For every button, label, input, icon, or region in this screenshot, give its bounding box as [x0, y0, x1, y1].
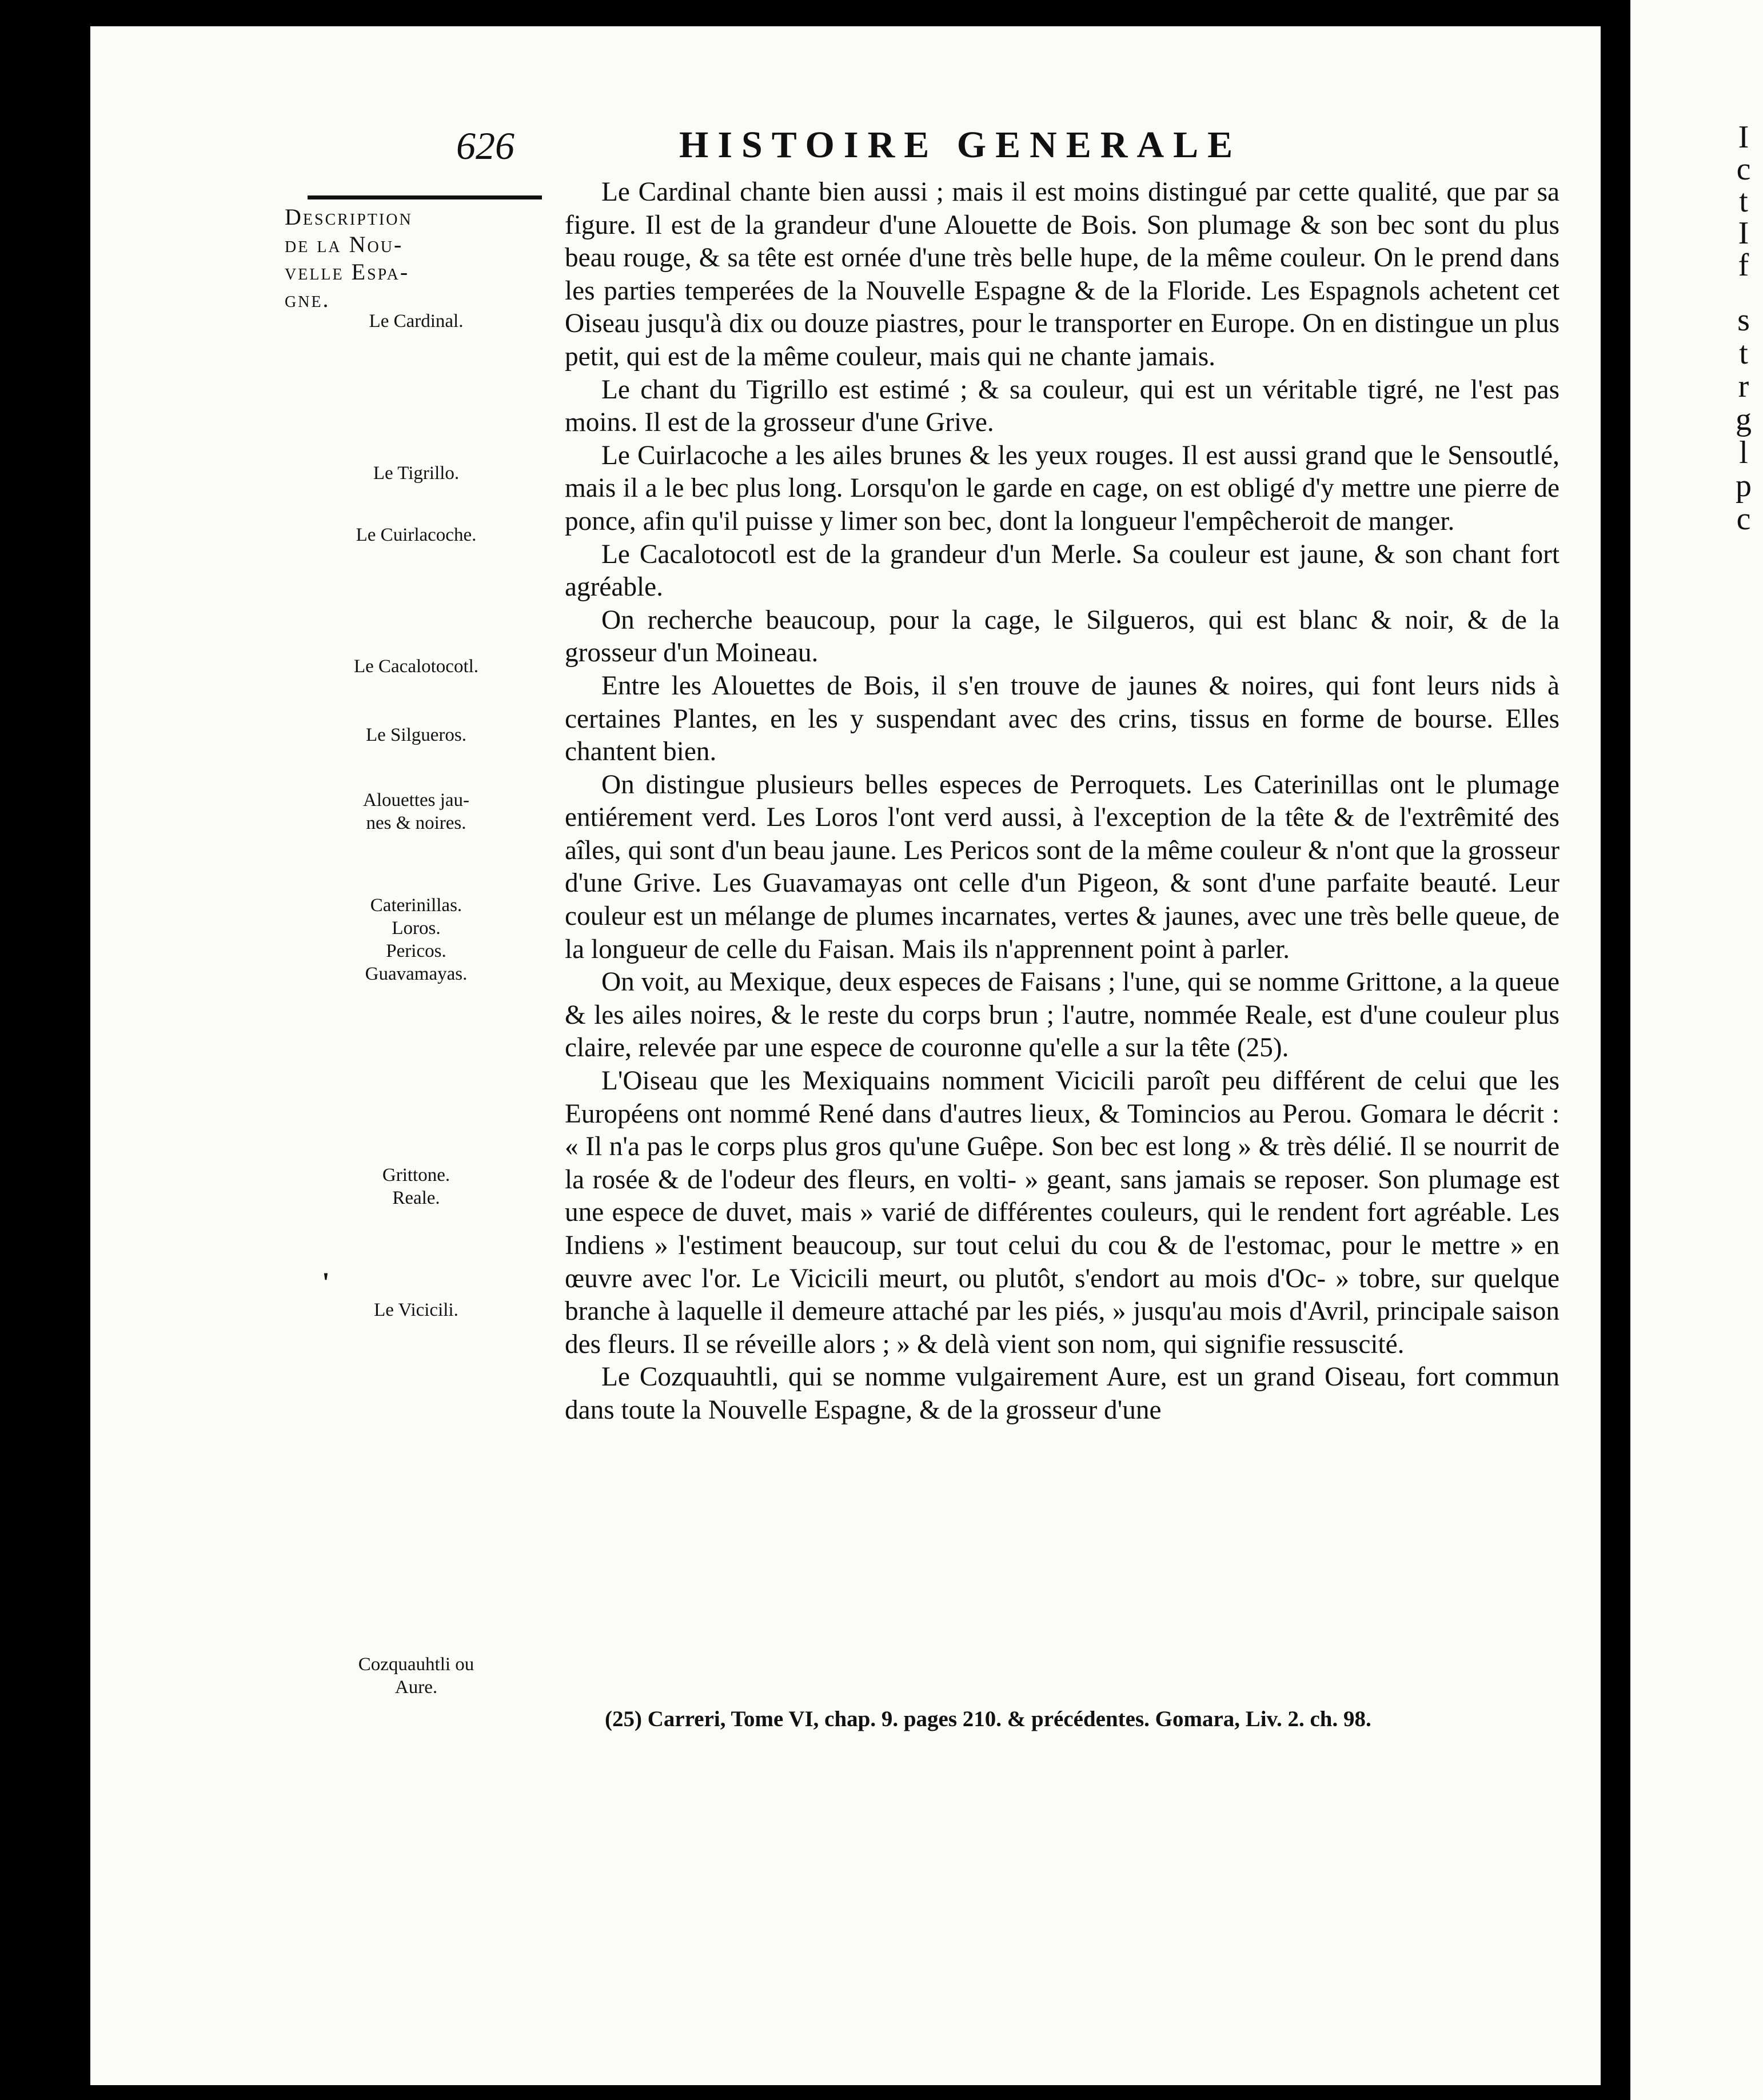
running-head: HISTOIRE GENERALE: [679, 124, 1242, 166]
margin-note-line: Alouettes jau-: [362, 790, 470, 811]
margin-note-line: de la Nou-: [285, 231, 404, 257]
margin-note-section: [285, 203, 456, 313]
margin-note-line: velle Espa-: [285, 259, 410, 285]
paragraph-silgueros: On recherche beaucoup, pour la cage, le Silgueros, qui est blanc & noir, & de la grosseur d'un Moineau.: [565, 605, 1559, 668]
page-header: [90, 123, 1601, 175]
paragraph-vicicili: L'Oiseau que les Mexiquains nomment Vicicili paroît peu différent de celui que les Européens ont nommé René dans d'autres lieux, & Tomincios au Perou. Gomara le décrit : « Il n'a pas le corps plus gros qu'une Guêpe. Son bec est long » & très délié. Il se nourrit de la rosée & de l'odeur des fleurs, en volti- » geant, sans jamais se reposer. Son plumage est une espece de duvet, mais » varié de différentes couleurs, qui le rendent fort agréable. Les Indiens » l'estiment beaucoup, sur tout celui du cou & de l'estomac, pour le mettre » en œuvre avec l'or. Le Vicicili meurt, ou plutôt, s'endort au mois d'Oc- » tobre, sur quelque branche à laquelle il demeure attaché par les piés, » jusqu'au mois d'Avril, principale saison des fleurs. Il se réveille alors ; » & delà vient son nom, qui signifie ressuscité.: [565, 1066, 1559, 1359]
margin-rule: [308, 195, 542, 199]
paragraph-perroquets: On distingue plusieurs belles especes de Perroquets. Les Caterinillas ont le plumage entiérement verd. Les Loros l'ont verd aussi, à l'exception de la tête & de l'extrêmité des aîles, qui sont d'un beau jaune. Les Pericos sont de la même couleur & n'ont que la grosseur d'une Grive. Les Guavamayas ont celle d'un Pigeon, & sont d'une parfaite beauté. Leur couleur est un mélange de plumes incarnates, vertes & jaunes, avec une très belle queue, de la longueur de celle du Faisan. Mais ils n'apprennent point à parler.: [565, 769, 1559, 964]
next-page-edge: [1630, 0, 1763, 2100]
footnote: (25) Carreri, Tome VI, chap. 9. pages 210. & précédentes. Gomara, Liv. 2. ch. 98.: [605, 1707, 1371, 1731]
book-page: [90, 26, 1601, 2085]
edge-glyph: r: [1738, 369, 1749, 404]
margin-note-cardinal: Le Cardinal.: [369, 311, 464, 332]
margin-note-line: Loros.: [392, 918, 441, 939]
paragraph-cardinal: Le Cardinal chante bien aussi ; mais il est moins distingué par cette qualité, que par sa figure. Il est de la grandeur d'une Alouette de Bois. Son plumage & son bec sont du plus beau rouge, & sa tête est ornée d'une très belle hupe, de la même couleur. On le prend dans les parties temperées de la Nouvelle Espagne & de la Floride. Les Espagnols achetent cet Oiseau jusqu'à dix ou douze piastres, pour le transporter en Europe. On en distingue un plus petit, qui est de la même couleur, mais qui ne chante jamais.: [565, 177, 1559, 372]
margin-note-line: Caterinillas.: [370, 895, 462, 916]
page-number: 626: [456, 124, 514, 167]
margin-note-line: Guavamayas.: [365, 964, 468, 984]
margin-note-line: Cozquauhtli ou: [358, 1654, 474, 1675]
margin-note-line: Reale.: [392, 1188, 440, 1208]
margin-note-line: Description: [285, 204, 413, 230]
margin-note-silgueros: Le Silgueros.: [366, 725, 466, 745]
paragraph-tigrillo: Le chant du Tigrillo est estimé ; & sa couleur, qui est un véritable tigré, ne l'est pas moins. Il est de la grosseur d'une Grive.: [565, 374, 1559, 438]
paragraph-faisans: On voit, au Mexique, deux especes de Faisans ; l'une, qui se nomme Grittone, a la queue & les ailes noires, & le reste du corps brun ; l'autre, nommée Reale, est d'une couleur plus claire, relevée par une espece de couronne qu'elle a sur la tête (25).: [565, 967, 1559, 1063]
paragraph-cuirlacoche: Le Cuirlacoche a les ailes brunes & les yeux rouges. Il est aussi grand que le Sensoutlé, mais il a le bec plus long. Lorsqu'on le garde en cage, on est obligé d'y mettre une pierre de ponce, afin qu'il puisse y limer son bec, dont la longueur l'empêcheroit de manger.: [565, 440, 1559, 536]
edge-glyph: s: [1737, 302, 1750, 338]
edge-glyph: p: [1736, 468, 1752, 504]
edge-glyph: l: [1739, 435, 1748, 470]
paragraph-alouettes: Entre les Alouettes de Bois, il s'en trouve de jaunes & noires, qui font leurs nids à certaines Plantes, en les y suspendant avec des crins, tissus en forme de bourse. Elles chantent bien.: [565, 670, 1559, 767]
margin-note-line: Grittone.: [382, 1165, 450, 1185]
margin-note-cozquauhtli: [285, 1653, 548, 1699]
edge-glyph: c: [1736, 151, 1751, 187]
paragraph-cozquauhtli: Le Cozquauhtli, qui se nomme vulgairement Aure, est un grand Oiseau, fort commun dans toute la Nouvelle Espagne, & de la grosseur d'une: [565, 1362, 1559, 1425]
edge-glyph: t: [1739, 336, 1748, 371]
margin-note-vicicili: Le Vicicili.: [374, 1300, 458, 1320]
margin-note-cacalotocotl: Le Cacalotocotl.: [353, 656, 479, 677]
edge-glyph: I: [1738, 119, 1749, 155]
margin-note-line: nes & noires.: [366, 813, 466, 833]
edge-glyph: g: [1736, 402, 1752, 437]
margin-note-tigrillo: Le Tigrillo.: [373, 463, 460, 484]
body-text: [565, 176, 1559, 1427]
margin-note-perroquets: [285, 894, 548, 985]
margin-note-faisans: [285, 1164, 548, 1209]
margin-note-line: Aure.: [394, 1677, 438, 1698]
paragraph-cacalotocotl: Le Cacalotocotl est de la grandeur d'un Merle. Sa couleur est jaune, & son chant fort agréable.: [565, 539, 1559, 602]
ink-mark: ': [322, 1266, 330, 1298]
edge-glyph: t: [1739, 183, 1748, 219]
edge-glyph: c: [1736, 501, 1751, 537]
margin-note-cuirlacoche: Le Cuirlacoche.: [356, 525, 477, 545]
margin-note-alouettes: [285, 789, 548, 835]
margin-note-line: Pericos.: [386, 941, 446, 961]
edge-glyph: I: [1738, 215, 1749, 251]
edge-glyph: f: [1738, 247, 1749, 283]
margin-note-line: gne.: [285, 286, 330, 312]
